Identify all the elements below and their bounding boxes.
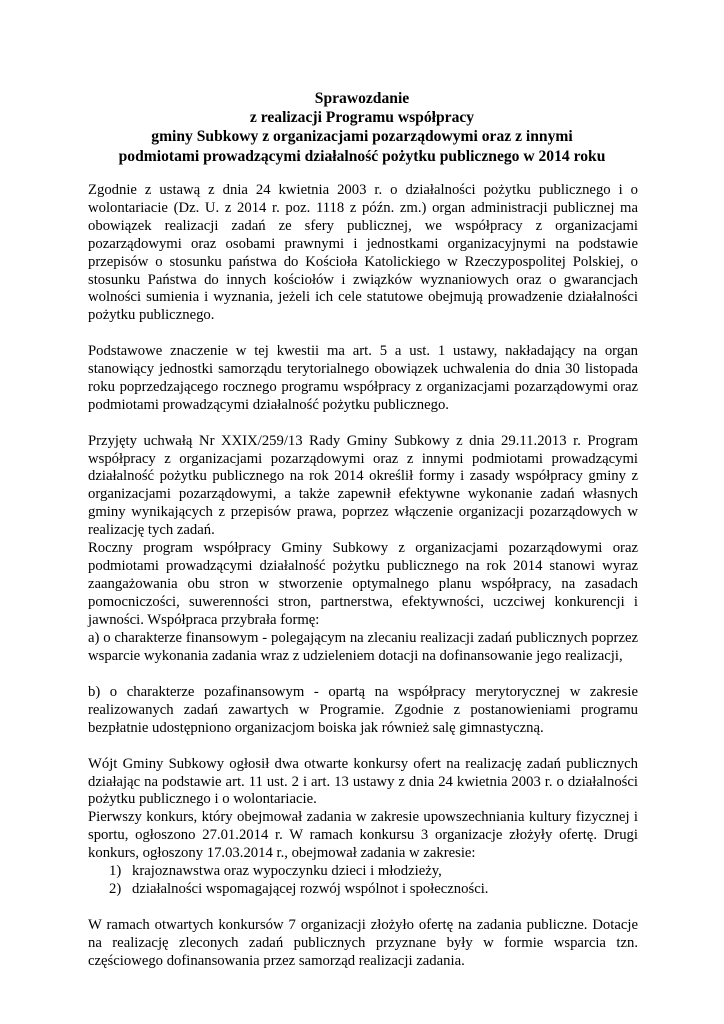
list-item-text: krajoznawstwa oraz wypoczynku dzieci i młodzieży, (132, 863, 442, 880)
paragraph-offers-summary: W ramach otwartych konkursów 7 organizacji złożyło ofertę na zadania publiczne. Dotacje na realizację zleconych zadań publicznych przyznane były w formie wsparcia tzn. częściowego dofinansowania przez samorząd realizacji zadania. (88, 916, 638, 969)
document-body (88, 182, 638, 971)
competition-scope-list (88, 863, 638, 899)
paragraph-legal-basis: Zgodnie z ustawą z dnia 24 kwietnia 2003 r. o działalności pożytku publicznego i o wolontariacie (Dz. U. z 2014 r. poz. 1118 z późn. zm.) organ administracji publicznej ma obowiązek realizacji zadań ze sfery publicznej, we współpracy z organizacjami pozarządowymi oraz osobami prawnymi i jednostkami organizacyjnymi na podstawie przepisów o stosunku państwa do Kościoła Katolickiego w Rzeczypospolitej Polskiej, o stosunku Państwa do innych kościołów i związków wyznaniowych oraz o gwarancjach wolności sumienia i wyznania, jeżeli ich cele statutowe obejmują prowadzenie działalności pożytku publicznego. (88, 182, 638, 324)
title-line-2: z realizacji Programu współpracy (249, 109, 475, 127)
list-item-number: 2) (109, 880, 122, 897)
title-line-3: gminy Subkowy z organizacjami pozarządowymi oraz z innymi (151, 128, 573, 146)
title-line-1: Sprawozdanie (314, 90, 410, 107)
list-item (109, 863, 638, 881)
paragraph-resolution: Przyjęty uchwałą Nr XXIX/259/13 Rady Gminy Subkowy z dnia 29.11.2013 r. Program współpracy z organizacjami pozarządowymi oraz z innymi podmiotami prowadzącymi działalność pożytku publicznego na rok 2014 określił formy i zasady współpracy gminy z organizacjami pozarządowymi, a także zapewnił efektywne wykonanie zadań własnych gminy wynikających z przepisów prawa, poprzez włączenie organizacji pozarządowych w realizację tych zadań. (88, 432, 638, 539)
paragraph-competitions: Wójt Gminy Subkowy ogłosił dwa otwarte konkursy ofert na realizację zadań publicznych działając na podstawie art. 11 ust. 2 i art. 13 ustawy z dnia 24 kwietnia 2003 r. o działalności pożytku publicznego i o wolontariacie. (88, 755, 638, 808)
paragraph-first-competition: Pierwszy konkurs, który obejmował zadania w zakresie upowszechniania kultury fizycznej i sportu, ogłoszono 27.01.2014 r. W ramach konkursu 3 organizacje złożyły ofertę. Drugi konkurs, ogłoszony 17.03.2014 r., obejmował zadania w zakresie: (88, 809, 638, 862)
paragraph-form-financial: a) o charakterze finansowym - polegającym na zlecaniu realizacji zadań publicznych poprzez wsparcie wykonania zadania wraz z udzieleniem dotacji na dofinansowanie jego realizacji, (88, 629, 638, 664)
list-item (109, 880, 638, 899)
paragraph-form-nonfinancial: b) o charakterze pozafinansowym - opartą na współpracy merytorycznej w zakresie realizowanych zadań zawartych w Programie. Zgodnie z postanowieniami programu bezpłatnie udostępniono organizacjom boiska jak również salę gimnastyczną. (88, 684, 638, 736)
document-title (88, 89, 636, 166)
list-item-number: 1) (109, 863, 122, 880)
title-line-4: podmiotami prowadzącymi działalność pożytku publicznego w 2014 roku (118, 147, 606, 165)
paragraph-art-5a: Podstawowe znaczenie w tej kwestii ma art. 5 a ust. 1 ustawy, nakładający na organ stanowiący jednostki samorządu terytorialnego obowiązek uchwalenia do dnia 30 listopada roku poprzedzającego rocznego programu współpracy z organizacjami pozarządowymi oraz podmiotami prowadzącymi działalność pożytku publicznego. (88, 343, 638, 413)
paragraph-annual-program: Roczny program współpracy Gminy Subkowy z organizacjami pozarządowymi oraz podmiotami prowadzącymi działalność pożytku publicznego na rok 2014 stanowi wyraz zaangażowania obu stron w stworzenie optymalnego planu współpracy, na zasadach pomocniczości, suwerenności stron, partnerstwa, efektywności, uczciwej konkurencji i jawności. Współpraca przybrała formę: (88, 540, 638, 628)
list-item-text: działalności wspomagającej rozwój wspólnot i społeczności. (132, 880, 489, 897)
